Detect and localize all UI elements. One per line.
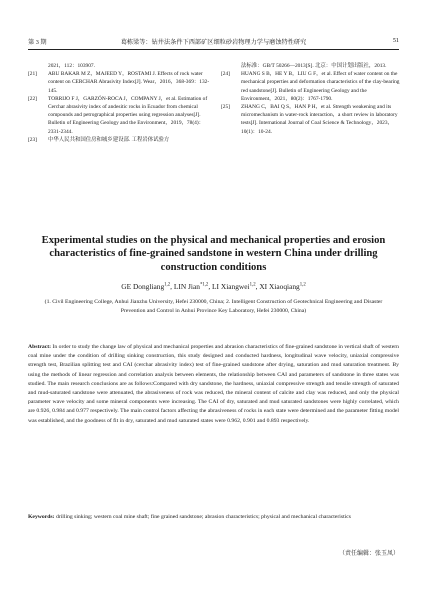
abstract (28, 343, 399, 426)
keywords-label: Keywords: (28, 514, 55, 520)
keywords-text: drilling sinking; western coal mine shaft; fine grained sandstone; abrasion characteristics; physical and mechanical characteristics (55, 514, 351, 520)
keywords (28, 513, 399, 522)
running-header (28, 37, 399, 49)
author-name: GE Dongliang (121, 282, 165, 291)
running-title: 葛栋梁等：钻井法条件下西部矿区细粒砂岩物理力学与磨蚀特性研究 (120, 39, 307, 46)
author-affiliation-mark: 1,2 (164, 282, 171, 288)
references-right-column (221, 62, 401, 136)
header-divider (28, 49, 399, 50)
author-affiliation-mark: *1,2 (199, 282, 209, 288)
author-name: LI Xiangwei (212, 282, 250, 291)
author-affiliation-mark: 1,2 (249, 282, 256, 288)
issue-label: 第 3 期 (28, 39, 47, 46)
abstract-text: In order to study the change law of physical and mechanical properties and abrasion characteristics of fine-grained sandstone in vertical shaft of western coal mine under the condition of drilling sinking construction, this study designed and conducted hardness, longitudinal wave velocity, uniaxial compressive strength test, Brazilian splitting test and CAI (cerchar abrasivity index) test of fine-grained sandstone after drying, saturation and mud saturation treatment. By using the methods of linear regression and correlation analysis between elements, the relationship between CAI and parameters of sandstone in three states was studied. The main research conclusions are as follows:Compared with dry sandstone, the hardness, uniaxial compressive strength and tensile strength of saturated and mud-saturated sandstone were attenuated, the abrasiveness of rock was reduced, the mineral content of calcite and clay was reduced, and only the physical parameter wave velocity and some mineral components were increasing. The CAI of dry, saturated and mud saturated sandstones were highly correlated, which are 0.926, 0.984 and 0.977 respectively. The main control factors affecting the abrasiveness of rocks in each state were determined and the parameter fitting model was established, and the goodness of fit in dry, saturated and mud saturated states were 0.962, 0.901 and 0.893 respectively. (28, 344, 400, 424)
reference-entry: [24] HUANG S B，HE Y B，LIU G F，et al. Effect of water content on the mechanical properties and deformation characteristics of the clay-bearing red sandstone[J]. Bulletin of Engineering Geology and the Environment，2021，80(2)：1767-1790. (221, 71, 400, 102)
reference-entry: [25] ZHANG C，BAI Q S，HAN P H，et al. Strength weakening and its micromechanism in water-rock interaction，a short review in laboratory tests[J]. International Journal of Coal Science & Technology，2023，10(1)：10-24. (221, 104, 398, 135)
reference-entry: 2021，112：103907. (48, 63, 95, 69)
references-left-column (28, 62, 210, 144)
affiliation: (1. Civil Engineering College, Anhui Jianzhu University, Hefei 230000, China; 2. Intelligent Construction of Geotechnical Engineering and Disaster Prevention and Control in Anhui Province Key Laboratory, Hefei 230000, China) (44, 299, 383, 315)
abstract-label: Abstract: (28, 344, 52, 350)
paper-title: Experimental studies on the physical and mechanical properties and erosion characteristics of fine-grained sandstone in western China under drilling construction conditions (41, 235, 386, 273)
author-name: XI Xiaoqiang (259, 282, 300, 291)
author-name: LIN Jian (173, 282, 200, 291)
reference-entry: [23] 中华人民共和国住房和城乡建设部. 工程岩体试验方 (28, 136, 170, 143)
reference-entry: [21] ABU BAKAR M Z，MAJEED Y，ROSTAMI J. Effects of rock water content on CERCHAR Abrasivity Index[J]. Wear，2016，368-369：132-145. (28, 71, 210, 94)
author-list: GE Dongliang$^{1,2}$, LIN Jian$^{*1,2}$, LI Xiangwei$^{1,2}$, XI Xiaoqiang$^{1,2}$ (121, 282, 306, 291)
reference-entry: 法标准：GB/T 50266—2013[S]. 北京：中国计划出版社，2013. (241, 63, 387, 69)
page-number: 51 (392, 37, 399, 44)
reference-entry: [22] TORRIJO F J，GARZÓN-ROCA J，COMPANY J，et al. Estimation of Cerchar abrasivity index of andesitic rocks in Ecuador from chemical compounds and petrographical properties using regression analyses[J]. Bulletin of Engineering Geology and the Environment，2019，78(4)：2331-2344. (28, 95, 208, 135)
author-affiliation-mark: 1,2 (299, 282, 306, 288)
editor-note: （责任编辑：张玉凤） (338, 550, 399, 557)
